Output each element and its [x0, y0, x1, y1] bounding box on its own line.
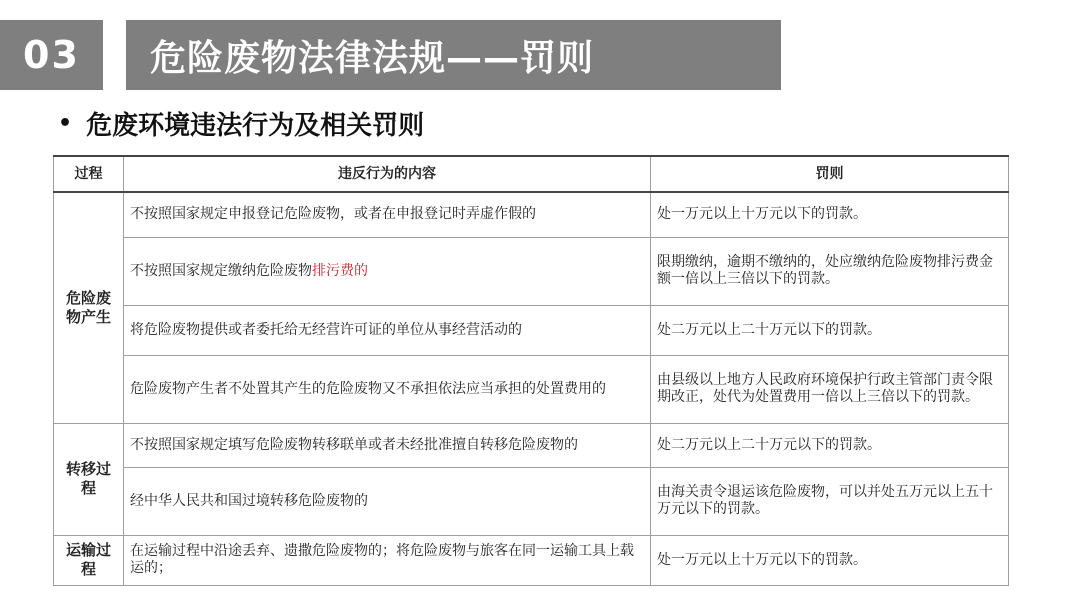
violation-text: 不按照国家规定缴纳危险废物 [130, 262, 312, 279]
table-header-row [54, 156, 1009, 192]
violation-cell: 在运输过程中沿途丢弃、遗撒危险废物的；将危险废物与旅客在同一运输工具上载运的； [124, 535, 651, 585]
header-penalty: 罚则 [651, 156, 1009, 192]
violation-cell: 不按照国家规定填写危险废物转移联单或者未经批准擅自转移危险废物的 [124, 423, 651, 467]
table-row [54, 237, 1009, 305]
penalty-cell: 处二万元以上二十万元以下的罚款。 [651, 305, 1009, 355]
table-row [54, 535, 1009, 585]
penalty-cell: 处一万元以上十万元以下的罚款。 [651, 535, 1009, 585]
section-number: 03 [23, 33, 80, 77]
penalty-cell: 处二万元以上二十万元以下的罚款。 [651, 423, 1009, 467]
subtitle [58, 105, 424, 142]
page-title: 危险废物法律法规——罚则 [150, 37, 595, 79]
violation-cell: 危险废物产生者不处置其产生的危险废物又不承担依法应当承担的处置费用的 [124, 355, 651, 423]
penalty-cell: 由海关责令退运该危险废物，可以并处五万元以上五十万元以下的罚款。 [651, 467, 1009, 535]
table-row [54, 467, 1009, 535]
penalty-table [53, 155, 1009, 586]
table-row [54, 423, 1009, 467]
violation-cell: 将危险废物提供或者委托给无经营许可证的单位从事经营活动的 [124, 305, 651, 355]
header-violation: 违反行为的内容 [124, 156, 651, 192]
violation-cell: 不按照国家规定申报登记危险废物，或者在申报登记时弄虚作假的 [124, 192, 651, 237]
penalty-cell: 由县级以上地方人民政府环境保护行政主管部门责令限期改正，处代为处置费用一倍以上三倍以下的罚款。 [651, 355, 1009, 423]
table-row [54, 305, 1009, 355]
table-row [54, 192, 1009, 237]
process-cell-generation: 危险废物产生 [54, 192, 124, 423]
subtitle-text: 危废环境违法行为及相关罚则 [86, 111, 425, 141]
penalty-cell: 处一万元以上十万元以下的罚款。 [651, 192, 1009, 237]
title-banner [126, 20, 781, 90]
bullet-icon: • [58, 111, 73, 136]
process-cell-transfer: 转移过程 [54, 423, 124, 535]
violation-highlight: 排污费的 [312, 262, 368, 279]
process-cell-transport: 运输过程 [54, 535, 124, 585]
header-process: 过程 [54, 156, 124, 192]
violation-cell: 经中华人民共和国过境转移危险废物的 [124, 467, 651, 535]
section-number-badge [0, 20, 103, 90]
table-row [54, 355, 1009, 423]
violation-cell [124, 237, 651, 305]
penalty-cell: 限期缴纳，逾期不缴纳的，处应缴纳危险废物排污费金额一倍以上三倍以下的罚款。 [651, 237, 1009, 305]
